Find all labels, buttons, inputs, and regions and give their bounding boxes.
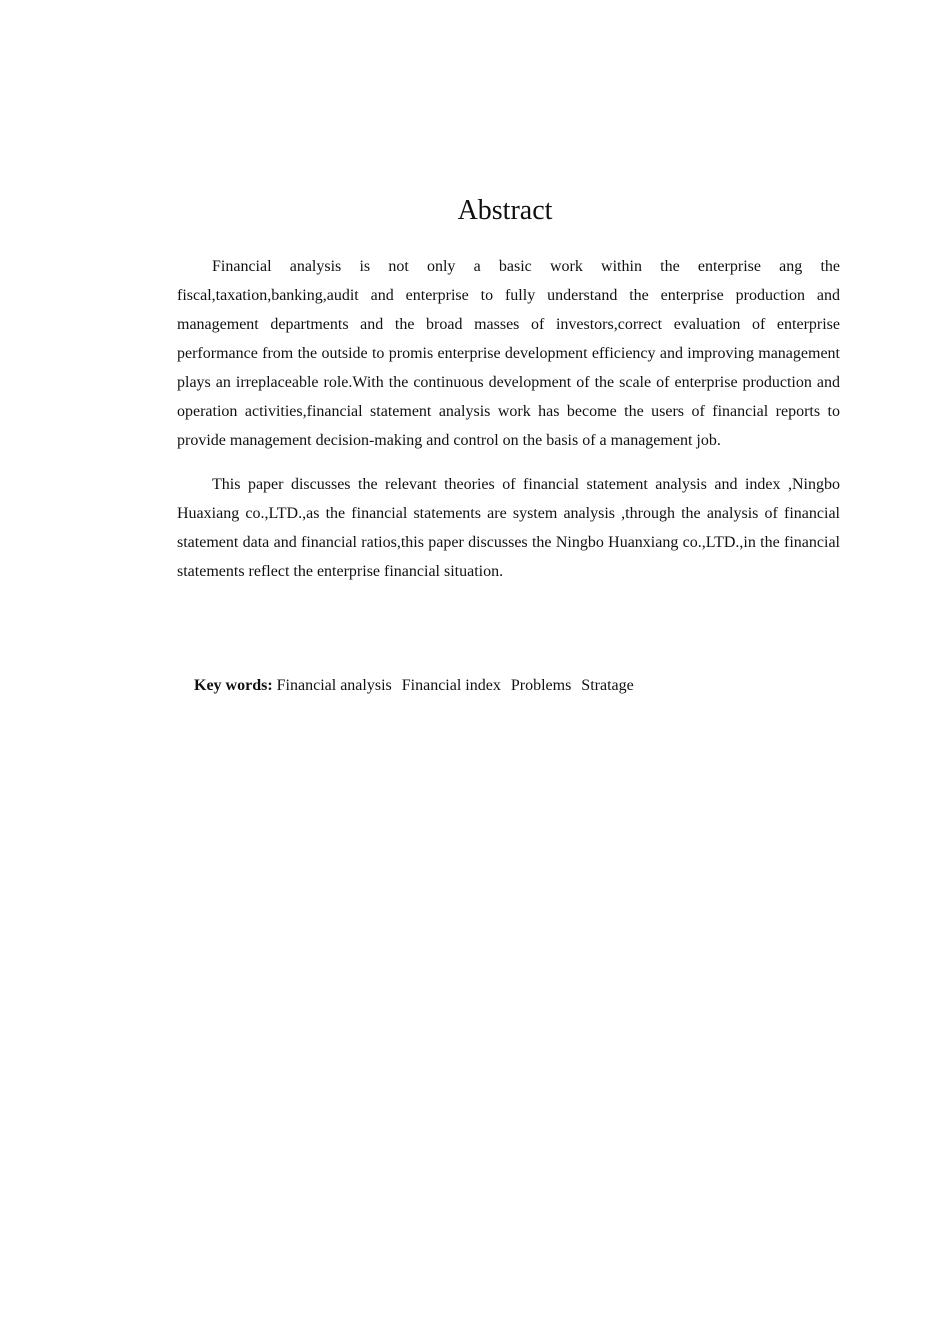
abstract-paragraph-2: This paper discusses the relevant theories of financial statement analysis and index ,Ningbo Huaxiang co.,LTD.,as the financial statements are system analysis ,through the analysis of financial statement data and financial ratios,this paper discusses the Ningbo Huanxiang co.,LTD.,in the financial statements reflect the enterprise financial situation. — [177, 476, 840, 580]
keywords-line — [194, 673, 640, 699]
keyword-item: Stratage — [581, 677, 634, 694]
keywords-label: Key words: — [194, 677, 273, 694]
abstract-title: Abstract — [457, 195, 553, 226]
abstract-paragraph-1: Financial analysis is not only a basic work within the enterprise ang the fiscal,taxation,banking,audit and enterprise to fully understand the enterprise production and management departments and the broad masses of investors,correct evaluation of enterprise performance from the outside to promis enterprise development efficiency and improving management plays an irreplaceable role.With the continuous development of the scale of enterprise production and operation activities,financial statement analysis work has become the users of financial reports to provide management decision-making and control on the basis of a management job. — [177, 258, 840, 449]
keyword-item: Financial analysis — [276, 677, 392, 694]
abstract-body — [177, 252, 840, 586]
keyword-item: Problems — [510, 677, 572, 694]
keyword-item: Financial index — [401, 677, 501, 694]
